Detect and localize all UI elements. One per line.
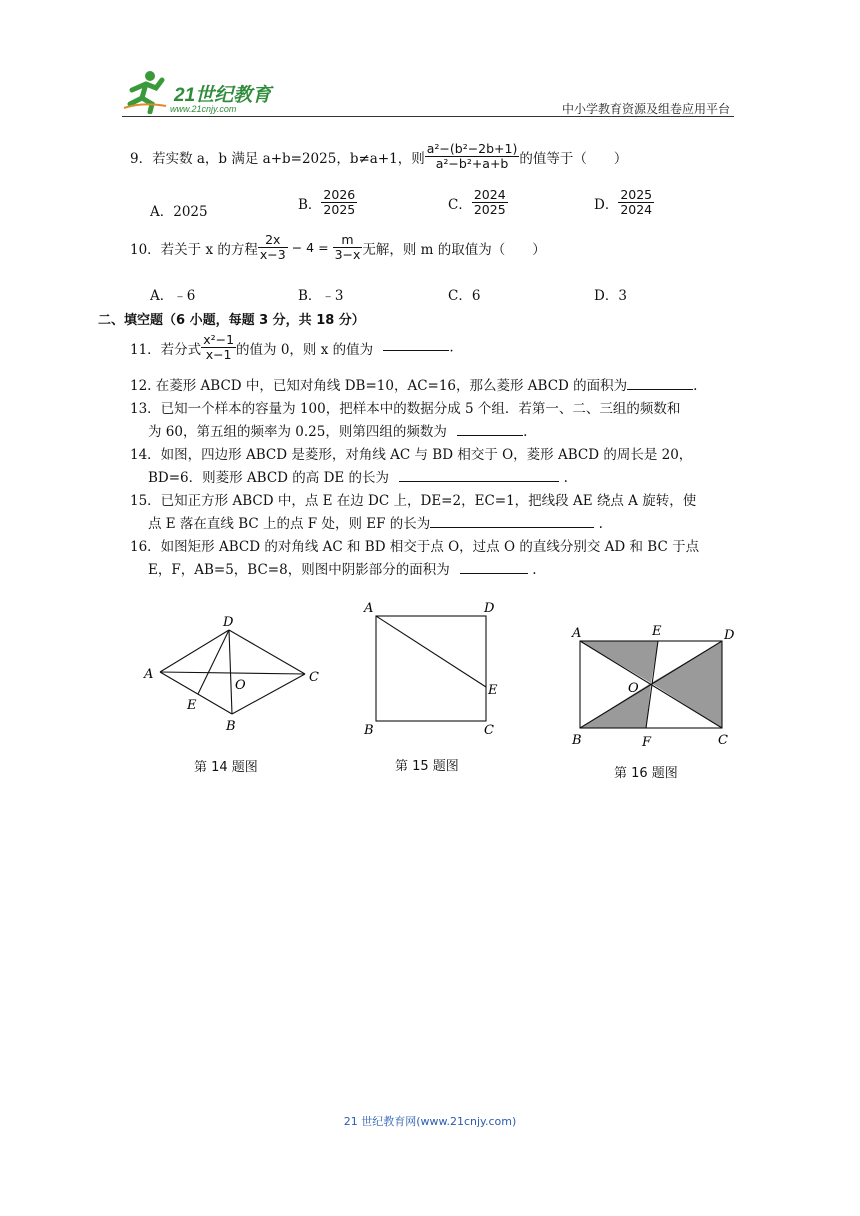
fig15-label-b: B — [364, 723, 374, 738]
fig16-label-f: F — [642, 735, 652, 750]
q12-end: . — [693, 378, 698, 394]
q11-end: . — [449, 339, 454, 356]
logo-main-text: 21世纪教育 — [174, 85, 272, 106]
q9-frac-den: a²−b²+a+b — [435, 156, 509, 172]
q10-opt-c-value: 6 — [471, 288, 481, 304]
section-2-heading: 二、填空题（6 小题，每题 3 分，共 18 分） — [98, 313, 365, 328]
figure-16-rectangle — [566, 620, 746, 750]
fig16-shaded-left — [580, 641, 658, 683]
figure-14-caption: 第 14 题图 — [194, 760, 258, 775]
q10-mid: − 4 = — [291, 240, 329, 256]
q9-opt-b-frac — [321, 188, 357, 218]
q9-opt-d-den: 2024 — [620, 202, 653, 218]
q10-text-b: 无解，则 m 的取值为（ ） — [362, 241, 546, 258]
fig14-diagonal-bd — [229, 630, 232, 714]
question-11 — [130, 333, 454, 363]
fig16-label-o: O — [628, 681, 639, 696]
q10-f1-num: 2x — [258, 233, 288, 248]
fig15-label-c: C — [484, 723, 494, 738]
fig15-segment-ae — [376, 616, 486, 687]
q16-answer-blank[interactable] — [460, 561, 528, 574]
question-15-line-1: 15．已知正方形 ABCD 中，点 E 在边 DC 上，DE=2，EC=1，把线段 AE 绕点 A 旋转，使 — [130, 493, 697, 509]
q9-opt-c-den: 2025 — [473, 202, 506, 218]
figure-16-caption: 第 16 题图 — [614, 766, 678, 781]
q9-opt-a-label: A． — [150, 204, 174, 220]
header-logo — [122, 68, 292, 116]
q9-opt-b-label: B． — [298, 196, 322, 213]
question-12 — [130, 374, 697, 394]
q12-text: 12. 在菱形 ABCD 中，已知对角线 DB=10，AC=16，那么菱形 ABCD 的面积为 — [130, 378, 628, 394]
q9-opt-c-frac — [472, 188, 508, 218]
q10-text-a: 10．若关于 x 的方程 — [130, 241, 258, 258]
fig14-label-b: B — [226, 719, 236, 734]
fig16-label-e: E — [652, 624, 662, 639]
fig14-label-a: A — [144, 667, 154, 682]
header-rule — [122, 116, 734, 117]
fig14-side-dc — [229, 630, 305, 674]
q15-answer-blank[interactable] — [430, 515, 594, 528]
q9-text-b: 的值等于（ ） — [519, 150, 628, 167]
question-9 — [130, 142, 627, 172]
q16-line-2-text: E，F，AB=5，BC=8，则图中阴影部分的面积为 — [148, 562, 450, 578]
q9-frac-num: a²−(b²−2b+1) — [426, 141, 518, 156]
q10-opt-b-value: ﹣3 — [321, 288, 344, 304]
q9-option-a — [150, 200, 208, 220]
q11-answer-blank[interactable] — [383, 338, 449, 351]
fig14-label-e: E — [187, 698, 197, 713]
q9-option-c — [448, 188, 508, 218]
figure-15-caption: 第 15 题图 — [395, 759, 459, 774]
fig14-diagonal-ac — [160, 672, 305, 674]
q9-opt-d-num: 2025 — [620, 187, 653, 202]
question-16-line-2 — [148, 558, 537, 578]
q13-end: . — [523, 424, 528, 440]
q10-opt-a-label: A． — [150, 288, 174, 304]
logo-sub-text: www.21cnjy.com — [170, 104, 237, 114]
fig16-label-c: C — [718, 733, 728, 748]
q10-opt-a-value: ﹣6 — [173, 288, 196, 304]
q10-frac-2 — [333, 233, 363, 263]
platform-name: 中小学教育资源及组卷应用平台 — [561, 102, 730, 116]
q10-f2-den: 3−x — [334, 247, 361, 263]
q13-line-2-text: 为 60，第五组的频率为 0.25，则第四组的频数为 — [148, 424, 447, 440]
q11-text-b: 的值为 0，则 x 的值为 — [236, 341, 374, 358]
figure-15-square — [358, 596, 508, 746]
fig16-label-b: B — [572, 733, 582, 748]
fig16-label-d: D — [724, 628, 735, 643]
q11-fraction — [201, 333, 236, 363]
q12-answer-blank[interactable] — [627, 377, 693, 390]
q11-frac-den: x−1 — [205, 347, 232, 363]
fig14-label-o: O — [235, 678, 246, 693]
question-14-line-1: 14．如图，四边形 ABCD 是菱形，对角线 AC 与 BD 相交于 O，菱形 ABCD 的周长是 20， — [130, 447, 693, 463]
fig15-label-a: A — [364, 601, 374, 616]
q10-f1-den: x−3 — [259, 247, 286, 263]
q15-line-2-text: 点 E 落在直线 BC 上的点 F 处，则 EF 的长为 — [148, 516, 431, 532]
question-10 — [130, 233, 546, 263]
q9-opt-d-frac — [618, 188, 654, 218]
q10-opt-b-label: B． — [298, 288, 322, 304]
q9-opt-a-value: 2025 — [173, 204, 208, 220]
q10-opt-d-label: D． — [594, 288, 619, 304]
q15-end: . — [598, 516, 603, 532]
runner-logo-icon — [122, 68, 172, 114]
question-13-line-2 — [148, 420, 527, 440]
fig15-label-e: E — [488, 683, 498, 698]
q10-option-b — [298, 284, 344, 304]
q9-opt-b-num: 2026 — [323, 187, 356, 202]
footer-link[interactable]: 21 世纪教育网(www.21cnjy.com) — [343, 1115, 517, 1128]
fig15-square — [376, 616, 486, 721]
question-13-line-1: 13．已知一个样本的容量为 100，把样本中的数据分成 5 个组．若第一、二、三组的频数和 — [130, 401, 681, 417]
q9-option-b — [298, 188, 357, 218]
question-15-line-2 — [148, 512, 603, 532]
figure-14-rhombus — [140, 606, 330, 736]
q9-opt-c-num: 2024 — [473, 187, 506, 202]
q14-answer-blank[interactable] — [399, 469, 559, 482]
q11-frac-num: x²−1 — [203, 332, 235, 347]
q16-end: . — [532, 562, 537, 578]
fig14-label-c: C — [309, 670, 319, 685]
q10-option-c — [448, 284, 480, 304]
fig16-shaded-right — [651, 641, 722, 728]
fig14-label-d: D — [223, 615, 234, 630]
q14-line-2-text: BD=6．则菱形 ABCD 的高 DE 的长为 — [148, 470, 390, 486]
fig16-label-a: A — [572, 626, 582, 641]
q9-opt-b-den: 2025 — [323, 202, 356, 218]
q10-opt-d-value: 3 — [618, 288, 627, 304]
q10-frac-1 — [258, 233, 288, 263]
fig15-label-d: D — [484, 601, 495, 616]
q9-opt-d-label: D． — [594, 196, 619, 213]
question-16-line-1: 16．如图矩形 ABCD 的对角线 AC 和 BD 相交于点 O，过点 O 的直线分别交 AD 和 BC 于点 — [130, 539, 700, 555]
q13-answer-blank[interactable] — [457, 423, 523, 436]
q10-opt-c-label: C． — [448, 288, 472, 304]
q14-end: . — [563, 470, 568, 486]
q11-text-a: 11．若分式 — [130, 341, 202, 358]
q10-f2-num: m — [333, 233, 363, 248]
q9-opt-c-label: C． — [448, 196, 472, 213]
question-14-line-2 — [148, 466, 568, 486]
q10-option-d — [594, 284, 627, 304]
q9-fraction — [425, 142, 520, 172]
q9-text-a: 9．若实数 a，b 满足 a+b=2025，b≠a+1，则 — [130, 150, 425, 167]
q10-option-a — [150, 284, 195, 304]
q9-option-d — [594, 188, 654, 218]
